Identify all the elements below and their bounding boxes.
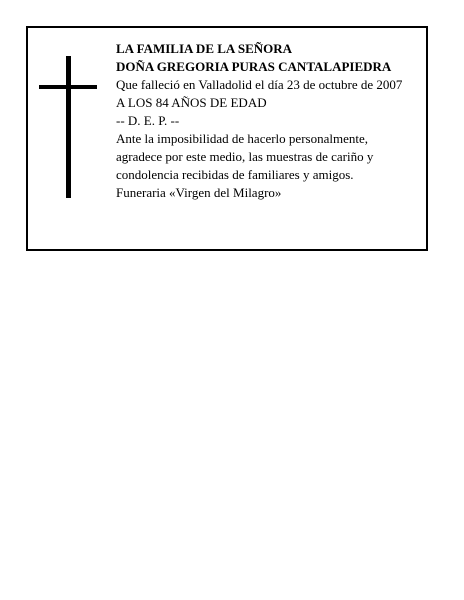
obituary-notice: [26, 26, 428, 251]
thanks-line-3: condolencia recibidas de familiares y amigos.: [116, 167, 354, 182]
thanks-line-1: Ante la imposibilidad de hacerlo personalmente,: [116, 131, 368, 146]
thanks-line-2: agradece por este medio, las muestras de cariño y: [116, 149, 374, 164]
cross-vertical-bar: [66, 56, 71, 198]
notice-text-block: [116, 40, 422, 202]
cross-horizontal-bar: [39, 85, 97, 89]
deceased-name: DOÑA GREGORIA PURAS CANTALAPIEDRA: [116, 59, 392, 74]
funeral-home: Funeraria «Virgen del Milagro»: [116, 185, 282, 200]
death-info: Que falleció en Valladolid el día 23 de octubre de 2007: [116, 77, 403, 92]
rip-line: -- D. E. P. --: [116, 113, 180, 128]
age-line: A LOS 84 AÑOS DE EDAD: [116, 95, 267, 110]
family-line: LA FAMILIA DE LA SEÑORA: [116, 41, 293, 56]
